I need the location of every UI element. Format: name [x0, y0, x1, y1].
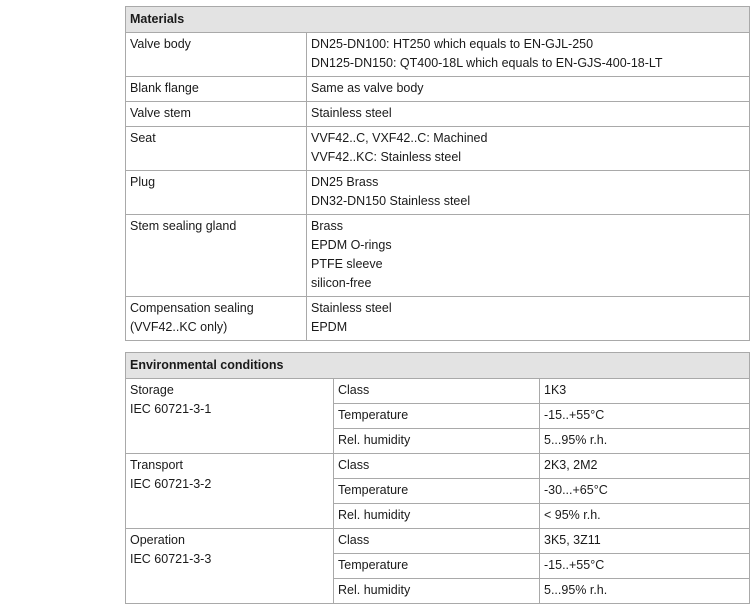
condition-value: < 95% r.h. — [540, 504, 750, 529]
material-value-line: Same as valve body — [311, 81, 424, 95]
table-row — [126, 171, 750, 215]
condition-standard: IEC 60721-3-2 — [130, 477, 212, 491]
material-label-line: Stem sealing gland — [130, 219, 237, 233]
condition-standard: IEC 60721-3-1 — [130, 402, 212, 416]
material-label — [126, 171, 307, 215]
material-value-line: VVF42..KC: Stainless steel — [311, 150, 462, 164]
material-label-line: (VVF42..KC only) — [130, 320, 228, 334]
table-row — [126, 77, 750, 102]
condition-name: Operation — [130, 533, 185, 547]
material-value-line: Stainless steel — [311, 301, 392, 315]
table-row — [126, 379, 750, 404]
material-value — [307, 33, 750, 77]
material-value-line: DN125-DN150: QT400-18L which equals to EN-GJS-400-18-LT — [311, 56, 663, 70]
condition-value: 2K3, 2M2 — [540, 454, 750, 479]
table-row — [126, 127, 750, 171]
condition-parameter: Temperature — [334, 554, 540, 579]
material-label — [126, 102, 307, 127]
condition-value: 3K5, 3Z11 — [540, 529, 750, 554]
materials-table — [125, 6, 750, 341]
condition-value: 5...95% r.h. — [540, 579, 750, 604]
materials-header: Materials — [126, 7, 750, 33]
material-label — [126, 77, 307, 102]
material-label-line: Valve body — [130, 37, 191, 51]
material-value-line: Stainless steel — [311, 106, 392, 120]
material-label-line: Seat — [130, 131, 156, 145]
material-label-line: Valve stem — [130, 106, 191, 120]
material-value-line: silicon-free — [311, 276, 372, 290]
material-value — [307, 297, 750, 341]
condition-group — [126, 529, 334, 604]
material-value — [307, 102, 750, 127]
material-label — [126, 127, 307, 171]
condition-value: -15..+55°C — [540, 404, 750, 429]
condition-parameter: Temperature — [334, 404, 540, 429]
material-value — [307, 77, 750, 102]
material-value-line: PTFE sleeve — [311, 257, 383, 271]
table-row — [126, 215, 750, 297]
condition-parameter: Class — [334, 379, 540, 404]
material-label — [126, 297, 307, 341]
table-row — [126, 102, 750, 127]
material-value — [307, 127, 750, 171]
condition-parameter: Class — [334, 454, 540, 479]
material-label — [126, 215, 307, 297]
condition-name: Transport — [130, 458, 184, 472]
material-value-line: DN25-DN100: HT250 which equals to EN-GJL-250 — [311, 37, 594, 51]
condition-parameter: Rel. humidity — [334, 579, 540, 604]
condition-value: 1K3 — [540, 379, 750, 404]
condition-parameter: Temperature — [334, 479, 540, 504]
material-label — [126, 33, 307, 77]
condition-value: 5...95% r.h. — [540, 429, 750, 454]
material-label-line: Plug — [130, 175, 156, 189]
table-row — [126, 297, 750, 341]
material-value-line: VVF42..C, VXF42..C: Machined — [311, 131, 488, 145]
condition-standard: IEC 60721-3-3 — [130, 552, 212, 566]
material-value — [307, 215, 750, 297]
material-value-line: DN32-DN150 Stainless steel — [311, 194, 471, 208]
material-value-line: EPDM — [311, 320, 348, 334]
environmental-header: Environmental conditions — [126, 353, 750, 379]
condition-parameter: Rel. humidity — [334, 504, 540, 529]
material-value-line: Brass — [311, 219, 343, 233]
condition-name: Storage — [130, 383, 174, 397]
environmental-conditions-table — [125, 352, 750, 604]
condition-value: -30...+65°C — [540, 479, 750, 504]
material-label-line: Blank flange — [130, 81, 199, 95]
material-value-line: DN25 Brass — [311, 175, 379, 189]
material-value-line: EPDM O-rings — [311, 238, 392, 252]
table-row — [126, 529, 750, 554]
condition-parameter: Class — [334, 529, 540, 554]
condition-value: -15..+55°C — [540, 554, 750, 579]
table-row — [126, 33, 750, 77]
material-value — [307, 171, 750, 215]
table-row — [126, 454, 750, 479]
condition-parameter: Rel. humidity — [334, 429, 540, 454]
condition-group — [126, 379, 334, 454]
material-label-line: Compensation sealing — [130, 301, 254, 315]
condition-group — [126, 454, 334, 529]
